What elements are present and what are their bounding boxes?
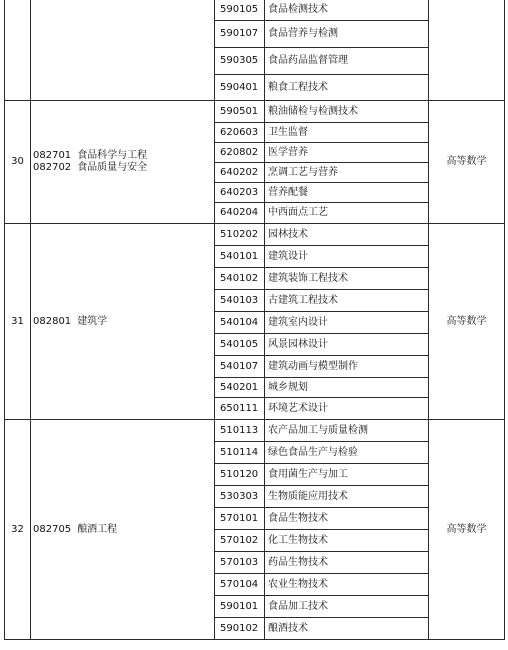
vocational-major-name: 绿色食品生产与检验 (265, 442, 429, 464)
vocational-major-name: 农业生物技术 (265, 574, 429, 596)
vocational-major-name: 食品营养与检测 (265, 21, 429, 48)
group-number-cell: 31 (5, 224, 31, 420)
vocational-major-name: 食品检测技术 (265, 0, 429, 21)
vocational-major-code: 590101 (215, 596, 265, 618)
vocational-major-name: 食品生物技术 (265, 508, 429, 530)
vocational-major-code: 590305 (215, 48, 265, 75)
undergrad-major (33, 162, 214, 174)
vocational-major-code: 510120 (215, 464, 265, 486)
vocational-major-name: 农产品加工与质量检测 (265, 420, 429, 442)
vocational-major-name: 食用菌生产与加工 (265, 464, 429, 486)
vocational-major-code: 590102 (215, 618, 265, 640)
vocational-major-code: 570103 (215, 552, 265, 574)
vocational-major-code: 590107 (215, 21, 265, 48)
vocational-major-name: 建筑室内设计 (265, 312, 429, 334)
undergrad-major-name: 食品质量与安全 (77, 162, 148, 173)
vocational-major-code: 570101 (215, 508, 265, 530)
vocational-major-code: 570102 (215, 530, 265, 552)
vocational-major-code: 620802 (215, 143, 265, 163)
vocational-major-code: 510202 (215, 224, 265, 246)
undergrad-major (33, 524, 214, 536)
exam-subject-cell: 高等数学 (429, 420, 505, 640)
vocational-major-code: 530303 (215, 486, 265, 508)
table-row (5, 224, 505, 246)
vocational-major-name: 环境艺术设计 (265, 398, 429, 420)
major-mapping-table (4, 0, 505, 640)
vocational-major-name: 古建筑工程技术 (265, 290, 429, 312)
undergrad-major-cell (31, 420, 215, 640)
exam-subject-cell: 高等数学 (429, 224, 505, 420)
undergrad-major-name: 酿酒工程 (77, 523, 118, 535)
vocational-major-code: 540201 (215, 378, 265, 398)
vocational-major-code: 650111 (215, 398, 265, 420)
vocational-major-name: 风景园林设计 (265, 334, 429, 356)
undergrad-major-cell (31, 101, 215, 224)
vocational-major-code: 570104 (215, 574, 265, 596)
vocational-major-name: 粮油储检与检测技术 (265, 101, 429, 123)
vocational-major-code: 540103 (215, 290, 265, 312)
vocational-major-code: 640202 (215, 163, 265, 183)
vocational-major-name: 粮食工程技术 (265, 75, 429, 101)
vocational-major-name: 食品加工技术 (265, 596, 429, 618)
vocational-major-code: 590105 (215, 0, 265, 21)
vocational-major-code: 590501 (215, 101, 265, 123)
vocational-major-name: 建筑装饰工程技术 (265, 268, 429, 290)
vocational-major-name: 城乡规划 (265, 378, 429, 398)
vocational-major-name: 食品药品监督管理 (265, 48, 429, 75)
exam-subject-cell (429, 0, 505, 101)
undergrad-major-name: 建筑学 (77, 315, 108, 327)
vocational-major-name: 化工生物技术 (265, 530, 429, 552)
undergrad-major-name: 食品科学与工程 (77, 150, 148, 161)
vocational-major-code: 510114 (215, 442, 265, 464)
vocational-major-code: 540104 (215, 312, 265, 334)
group-number-cell (5, 0, 31, 101)
undergrad-major-code: 082705 (33, 523, 72, 535)
undergrad-major-cell (31, 0, 215, 101)
undergrad-major-code: 082701 (33, 150, 72, 161)
group-number-cell: 32 (5, 420, 31, 640)
table-row (5, 0, 505, 21)
vocational-major-code: 620603 (215, 123, 265, 143)
vocational-major-name: 营养配餐 (265, 183, 429, 203)
undergrad-major-code: 082801 (33, 315, 72, 327)
table-row (5, 101, 505, 123)
undergrad-major (33, 150, 214, 162)
vocational-major-name: 建筑动画与模型制作 (265, 356, 429, 378)
vocational-major-name: 药品生物技术 (265, 552, 429, 574)
vocational-major-code: 640204 (215, 203, 265, 224)
vocational-major-name: 医学营养 (265, 143, 429, 163)
undergrad-major (33, 316, 214, 328)
vocational-major-code: 540107 (215, 356, 265, 378)
vocational-major-name: 中西面点工艺 (265, 203, 429, 224)
undergrad-major-cell (31, 224, 215, 420)
vocational-major-code: 540105 (215, 334, 265, 356)
vocational-major-name: 烹调工艺与营养 (265, 163, 429, 183)
undergrad-major-code: 082702 (33, 162, 72, 173)
vocational-major-code: 540101 (215, 246, 265, 268)
vocational-major-code: 590401 (215, 75, 265, 101)
vocational-major-name: 建筑设计 (265, 246, 429, 268)
table-row (5, 420, 505, 442)
vocational-major-name: 酿酒技术 (265, 618, 429, 640)
vocational-major-name: 卫生监督 (265, 123, 429, 143)
vocational-major-name: 生物质能应用技术 (265, 486, 429, 508)
vocational-major-code: 540102 (215, 268, 265, 290)
exam-subject-cell: 高等数学 (429, 101, 505, 224)
vocational-major-code: 510113 (215, 420, 265, 442)
group-number-cell: 30 (5, 101, 31, 224)
vocational-major-code: 640203 (215, 183, 265, 203)
vocational-major-name: 园林技术 (265, 224, 429, 246)
